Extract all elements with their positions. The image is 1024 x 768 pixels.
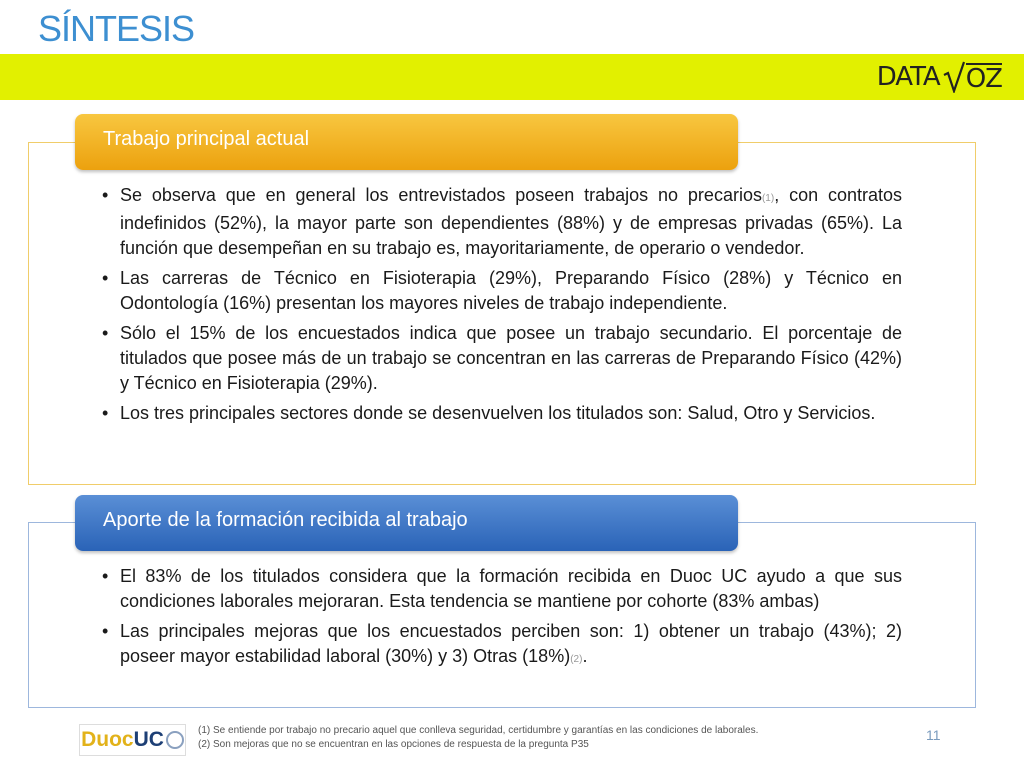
bullet-text: . xyxy=(582,646,588,666)
section-heading-trabajo: Trabajo principal actual xyxy=(75,114,738,170)
logo-text-right: OZ xyxy=(965,63,1002,94)
footnote-1: (1) Se entiende por trabajo no precario aquel que conlleva seguridad, certidumbre y garantías en las condiciones de laborales. xyxy=(198,725,759,736)
header-band xyxy=(0,54,1024,100)
section-heading-formacion: Aporte de la formación recibida al trabajo xyxy=(75,495,738,551)
bullet-list-trabajo xyxy=(102,183,902,431)
footnote-ref: (2) xyxy=(570,654,583,665)
bullet-text: Las principales mejoras que los encuestados perciben son: 1) obtener un trabajo (43%); 2) poseer mayor estabilidad laboral (30%) y 3) Otras (18%) xyxy=(120,621,902,666)
footnote-2: (2) Son mejoras que no se encuentran en las opciones de respuesta de la pregunta P35 xyxy=(198,739,589,750)
bullet-list-formacion xyxy=(102,564,902,677)
list-item: • El 83% de los titulados considera que la formación recibida en Duoc UC ayudo a que sus condiciones laborales mejoraran. Esta tendencia se mantiene por cohorte (83% ambas) xyxy=(102,564,902,614)
duoc-uc-logo xyxy=(79,724,186,756)
radical-v-icon xyxy=(943,61,965,93)
footnote-ref: (1) xyxy=(761,193,775,204)
list-item xyxy=(102,619,902,672)
page-title: SÍNTESIS xyxy=(38,8,195,49)
logo-text-duoc: Duoc xyxy=(81,728,134,751)
seal-icon xyxy=(166,731,184,749)
logo-text-uc: UC xyxy=(133,728,164,751)
bullet-text: Se observa que en general los entrevistados poseen trabajos no precarios xyxy=(120,185,762,205)
list-item xyxy=(102,183,902,261)
logo-text-left: DATA xyxy=(876,62,940,92)
footnotes xyxy=(198,724,758,752)
datavoz-logo xyxy=(877,58,1002,96)
list-item: • Los tres principales sectores donde se desenvuelven los titulados son: Salud, Otro y Servicios. xyxy=(102,401,902,426)
bullet-text: , con contratos indefinidos (52%), la mayor parte son dependientes (88%) y de empresas privadas (65%). La función que desempeñan en su trabajo es, mayoritariamente, de operario o vendedor. xyxy=(120,185,902,258)
page-number: 11 xyxy=(926,727,941,743)
list-item: • Sólo el 15% de los encuestados indica que posee un trabajo secundario. El porcentaje de titulados que posee más de un trabajo se concentran en las carreras de Preparando Físico (42%) y Técnico en Fisioterapia (29%). xyxy=(102,321,902,396)
list-item: • Las carreras de Técnico en Fisioterapia (29%), Preparando Físico (28%) y Técnico en Odontología (16%) presentan los mayores niveles de trabajo independiente. xyxy=(102,266,902,316)
